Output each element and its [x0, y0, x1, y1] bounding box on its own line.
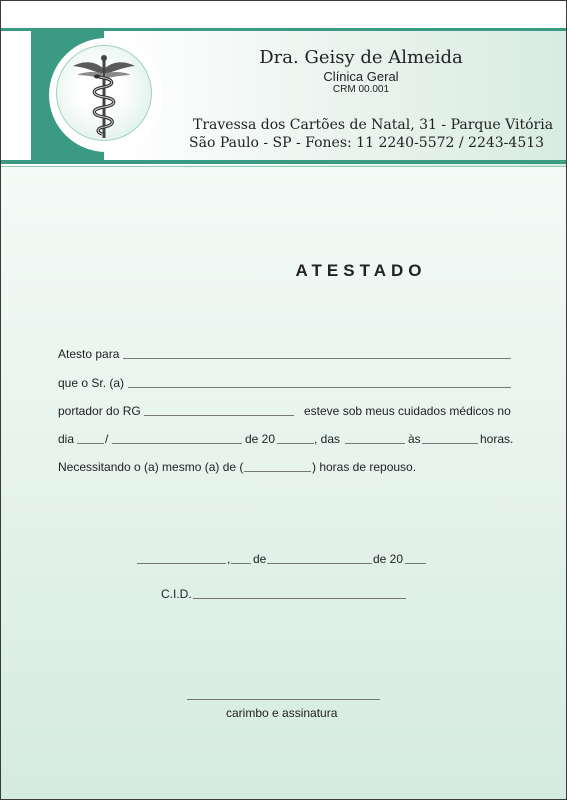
doctor-crm: CRM 00.001: [332, 84, 390, 95]
label-atesto-para: Atesto para: [58, 347, 120, 361]
field-sign-month[interactable]: [267, 563, 372, 564]
caduceus-icon: [69, 53, 139, 141]
label-que-o-sr: que o Sr. (a): [58, 376, 125, 390]
label-esteve: esteve sob meus cuidados médicos no: [304, 404, 511, 418]
field-year[interactable]: [277, 443, 314, 444]
field-rg[interactable]: [144, 415, 294, 416]
label-comma: ,: [227, 552, 231, 566]
label-de-20-footer: de 20: [373, 552, 404, 566]
field-hour-to[interactable]: [422, 443, 478, 444]
document-title: ATESTADO: [295, 261, 427, 280]
label-de-20: de 20: [245, 432, 276, 446]
field-month[interactable]: [112, 443, 242, 444]
header-bottom-thin-rule: [1, 166, 566, 167]
header-bottom-rule: [1, 160, 566, 164]
label-portador-rg: portador do RG: [58, 404, 141, 418]
label-de: de: [253, 552, 267, 566]
field-rest-hours[interactable]: [244, 471, 311, 472]
field-day[interactable]: [77, 443, 104, 444]
label-horas: horas.: [480, 432, 514, 446]
field-patient-name[interactable]: [128, 387, 511, 388]
address-line-1: Travessa dos Cartões de Natal, 31 - Parque Vitória: [193, 117, 554, 133]
doctor-specialty: Clínica Geral: [323, 69, 399, 84]
label-horas-repouso: ) horas de repouso.: [312, 460, 417, 474]
address-line-2: São Paulo - SP - Fones: 11 2240-5572 / 2243-4513: [189, 135, 545, 151]
label-cid: C.I.D.: [161, 587, 192, 601]
field-atesto-para[interactable]: [123, 358, 511, 359]
signature-label: carimbo e assinatura: [226, 706, 338, 720]
doctor-name: Dra. Geisy de Almeida: [259, 47, 463, 68]
label-slash: /: [105, 432, 109, 446]
field-cid[interactable]: [193, 598, 406, 599]
field-sign-year[interactable]: [405, 563, 426, 564]
field-city[interactable]: [137, 563, 226, 564]
label-necessitando: Necessitando o (a) mesmo (a) de (: [58, 460, 244, 474]
field-hour-from[interactable]: [345, 443, 405, 444]
label-dia: dia: [58, 432, 75, 446]
signature-line[interactable]: [187, 699, 380, 700]
field-sign-day[interactable]: [231, 563, 251, 564]
label-das: , das: [314, 432, 341, 446]
label-as: às: [408, 432, 421, 446]
